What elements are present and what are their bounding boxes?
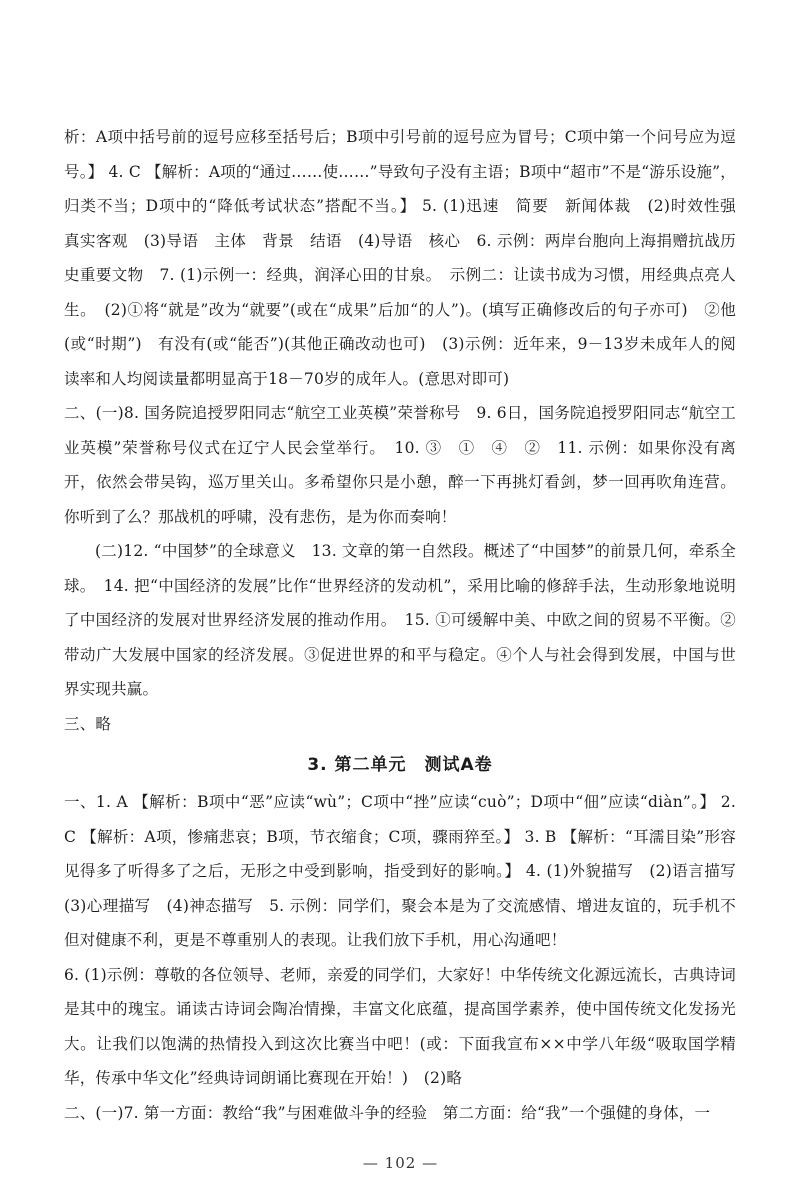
answer-paragraph-7: 二、(一)7. 第一方面：教给“我”与困难做斗争的经验 第二方面：给“我”一个强健的身体，一 bbox=[64, 1103, 711, 1122]
section-title: 3. 第二单元 测试A卷 bbox=[307, 755, 493, 775]
answer-paragraph-4: 三、略 bbox=[64, 714, 112, 733]
page-number: — 102 — bbox=[362, 1154, 439, 1172]
answer-paragraph-1: 析：A项中括号前的逗号应移至括号后；B项中引号前的逗号应为冒号；C项中第一个问号应为逗号。】 4. C 【解析：A项的“通过……使……”导致句子没有主语；B项中“超市”不是“游乐设施”，归类不当；D项中的“降低考试状态”搭配不当。】 5. (1)迅速 简要 新闻体裁 (2)时效性强 真实客观 (3)导语 主体 背景 结语 (4)导语 核心 6. 示例：两岸台胞向上海捐赠抗战历史重要文物 7. (1)示例一：经典，润泽心田的甘泉。 示例二：让读书成为习惯，用经典点亮人生。 (2)①将“就是”改为“就要”(或在“成果”后加“的人”)。(填写正确修改后的句子亦可) ②他(或“时期”) 有没有(或“能否”)(其他正确改动也可) (3)示例：近年来，9－13岁未成年人的阅读率和人均阅读量都明显高于18－70岁的成年人。(意思对即可) bbox=[64, 128, 752, 388]
answer-paragraph-3: (二)12. “中国梦”的全球意义 13. 文章的第一自然段。概述了“中国梦”的前景几何，牵系全球。 14. 把“中国经济的发展”比作“世界经济的发动机”，采用比喻的修辞手法，生动形象地说明了中国经济的发展对世界经济发展的推动作用。 15. ①可缓解中美、中欧之间的贸易不平衡。②带动广大发展中国家的经济发展。③促进世界的和平与稳定。④个人与社会得到发展，中国与世界实现共赢。 bbox=[64, 542, 736, 698]
answer-paragraph-2: 二、(一)8. 国务院追授罗阳同志“航空工业英模”荣誉称号 9. 6日，国务院追授罗阳同志“航空工业英模”荣誉称号仪式在辽宁人民会堂举行。 10. ③ ① ④ ② 11. 示例：如果你没有离开，依然会带吴钩，巡万里关山。多希望你只是小憩，醉一下再挑灯看剑，梦一回再吹角连营。你听到了么？那战机的呼啸，没有悲伤，是为你而奏响！ bbox=[64, 404, 736, 526]
answer-paragraph-5: 一、1. A 【解析：B项中“恶”应读“wù”；C项中“挫”应读“cuò”；D项中“佃”应读“diàn”。】 2. C 【解析：A项，惨痛悲哀；B项，节衣缩食；C项，骤雨猝至。】 3. B 【解析：“耳濡目染”形容见得多了听得多了之后，无形之中受到影响，指受到好的影响。】 4. (1)外貌描写 (2)语言描写 (3)心理描写 (4)神态描写 5. 示例：同学们，聚会本是为了交流感情、增进友谊的，玩手机不但对健康不利，更是不尊重别人的表现。让我们放下手机，用心沟通吧！ bbox=[64, 793, 752, 949]
answer-paragraph-6: 6. (1)示例：尊敬的各位领导、老师，亲爱的同学们，大家好！中华传统文化源远流长，古典诗词是其中的瑰宝。诵读古诗词会陶冶情操，丰富文化底蕴，提高国学素养，使中国传统文化发扬光大。让我们以饱满的热情投入到这次比赛当中吧！(或：下面我宣布××中学八年级“吸取国学精华，传承中华文化”经典诗词朗诵比赛现在开始！) (2)略 bbox=[64, 965, 736, 1087]
answer-page bbox=[64, 120, 752, 1130]
